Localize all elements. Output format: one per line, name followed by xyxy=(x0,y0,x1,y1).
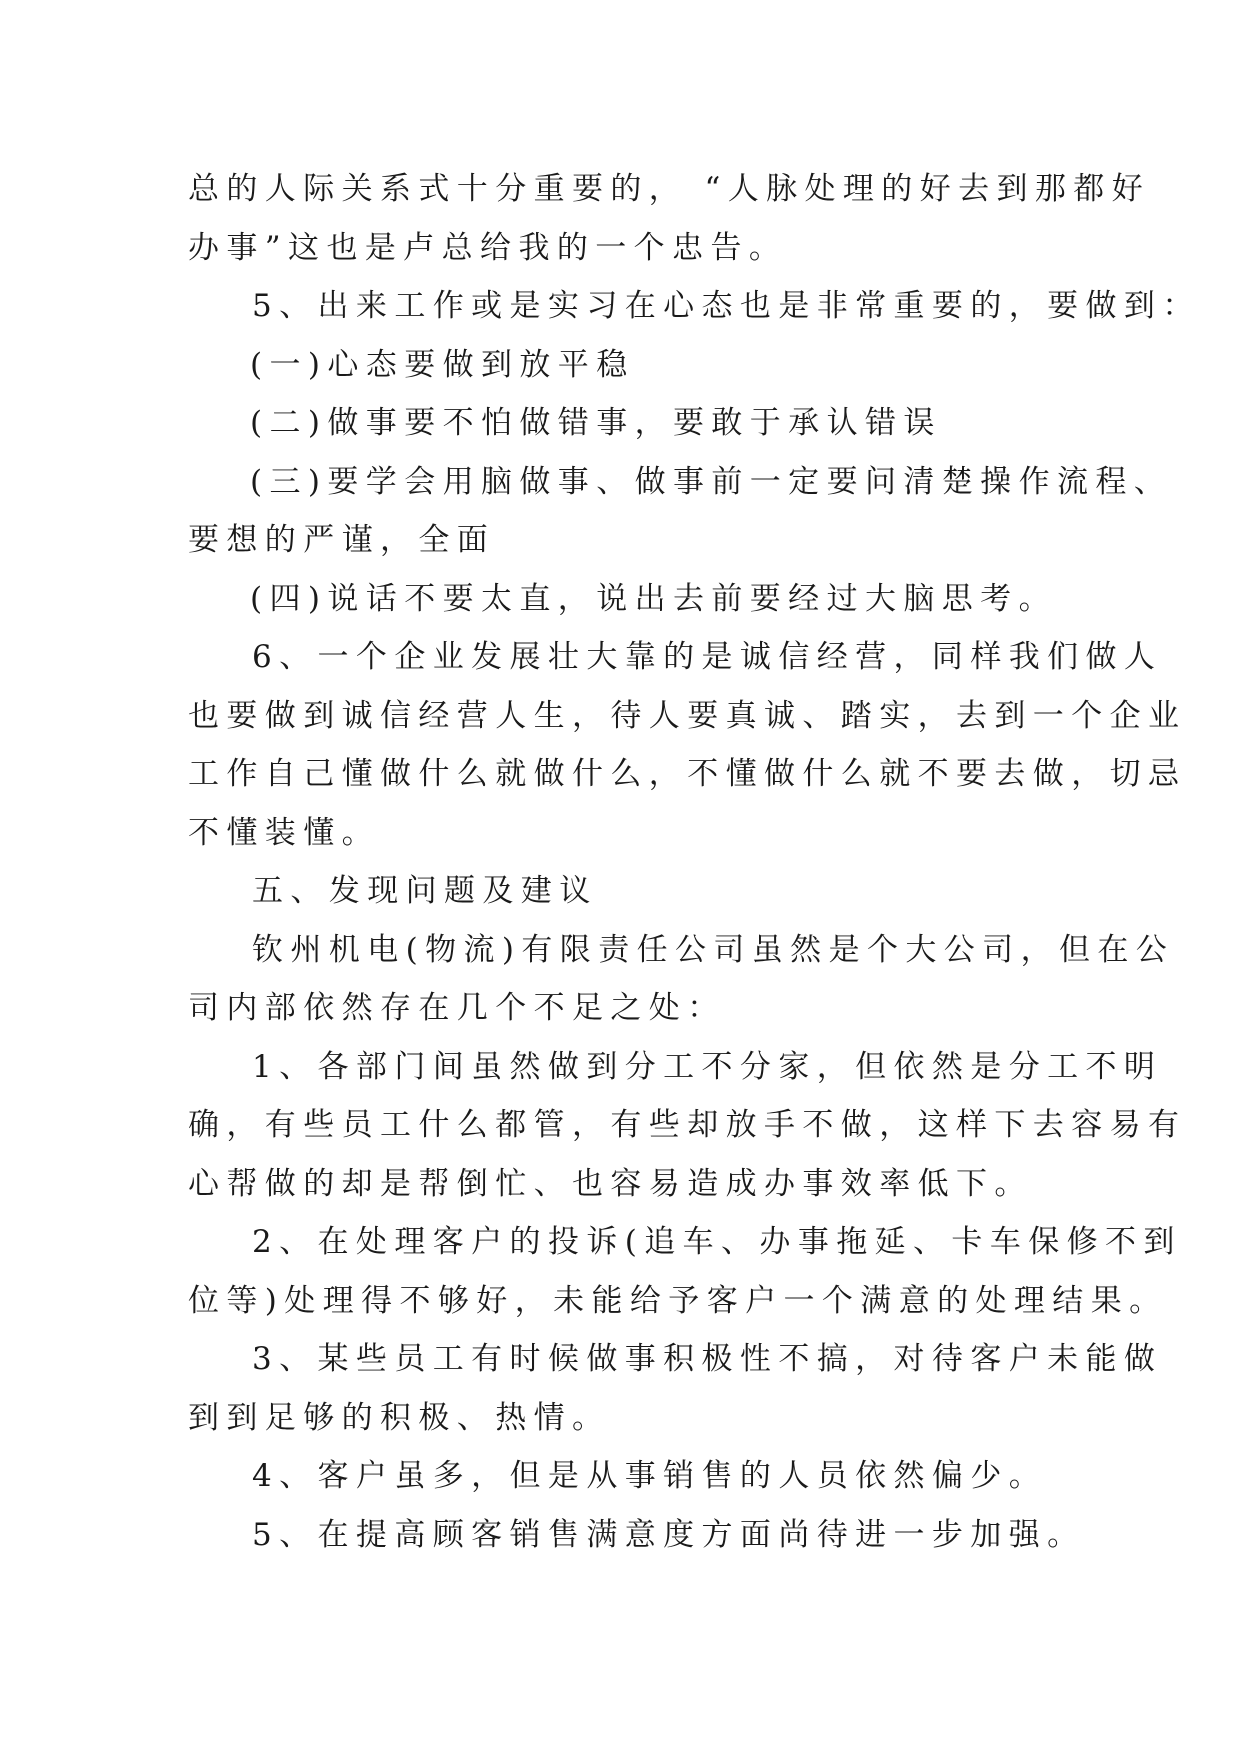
body-line: (三)要学会用脑做事、做事前一定要问清楚操作流程、 xyxy=(250,463,1173,500)
body-line: 2、在处理客户的投诉(追车、办事拖延、卡车保修不到 xyxy=(252,1224,1182,1260)
body-line: 司内部依然存在几个不足之处： xyxy=(188,990,726,1026)
body-line: 总的人际关系式十分重要的， “人脉处理的好去到那都好 xyxy=(188,171,1151,207)
body-line: 1、各部门间虽然做到分工不分家，但依然是分工不明 xyxy=(252,1048,1163,1085)
body-line: 要想的严谨，全面 xyxy=(188,522,496,558)
body-line: 确，有些员工什么都管，有些却放手不做，这样下去容易有 xyxy=(188,1107,1187,1143)
body-line: (一)心态要做到放平稳 xyxy=(250,346,635,383)
body-line: 4、客户虽多，但是从事销售的人员依然偏少。 xyxy=(252,1458,1048,1494)
document-body xyxy=(188,160,1201,1564)
body-line: (二)做事要不怕做错事，要敢于承认错误 xyxy=(250,405,942,441)
body-line: 5、在提高顾客销售满意度方面尚待进一步加强。 xyxy=(252,1516,1086,1553)
body-line: 到到足够的积极、热情。 xyxy=(188,1399,611,1436)
body-line: 心帮做的却是帮倒忙、也容易造成办事效率低下。 xyxy=(188,1165,1033,1202)
body-line: 位等)处理得不够好，未能给予客户一个满意的处理结果。 xyxy=(188,1282,1168,1319)
body-line: 办事”这也是卢总给我的一个忠告。 xyxy=(188,229,788,266)
section-heading: 五、发现问题及建议 xyxy=(252,873,598,909)
body-line: 3、某些员工有时候做事积极性不搞，对待客户未能做 xyxy=(252,1341,1163,1377)
body-line: 5、出来工作或是实习在心态也是非常重要的，要做到： xyxy=(252,288,1201,324)
body-line: (四)说话不要太直，说出去前要经过大脑思考。 xyxy=(250,580,1057,617)
body-line: 6、一个企业发展壮大靠的是诚信经营，同样我们做人 xyxy=(252,639,1163,675)
body-line: 钦州机电(物流)有限责任公司虽然是个大公司，但在公 xyxy=(252,931,1175,968)
body-line: 工作自己懂做什么就做什么，不懂做什么就不要去做，切忌 xyxy=(188,756,1187,792)
body-line: 不懂装懂。 xyxy=(188,814,380,851)
body-line: 也要做到诚信经营人生，待人要真诚、踏实，去到一个企业 xyxy=(188,697,1187,734)
